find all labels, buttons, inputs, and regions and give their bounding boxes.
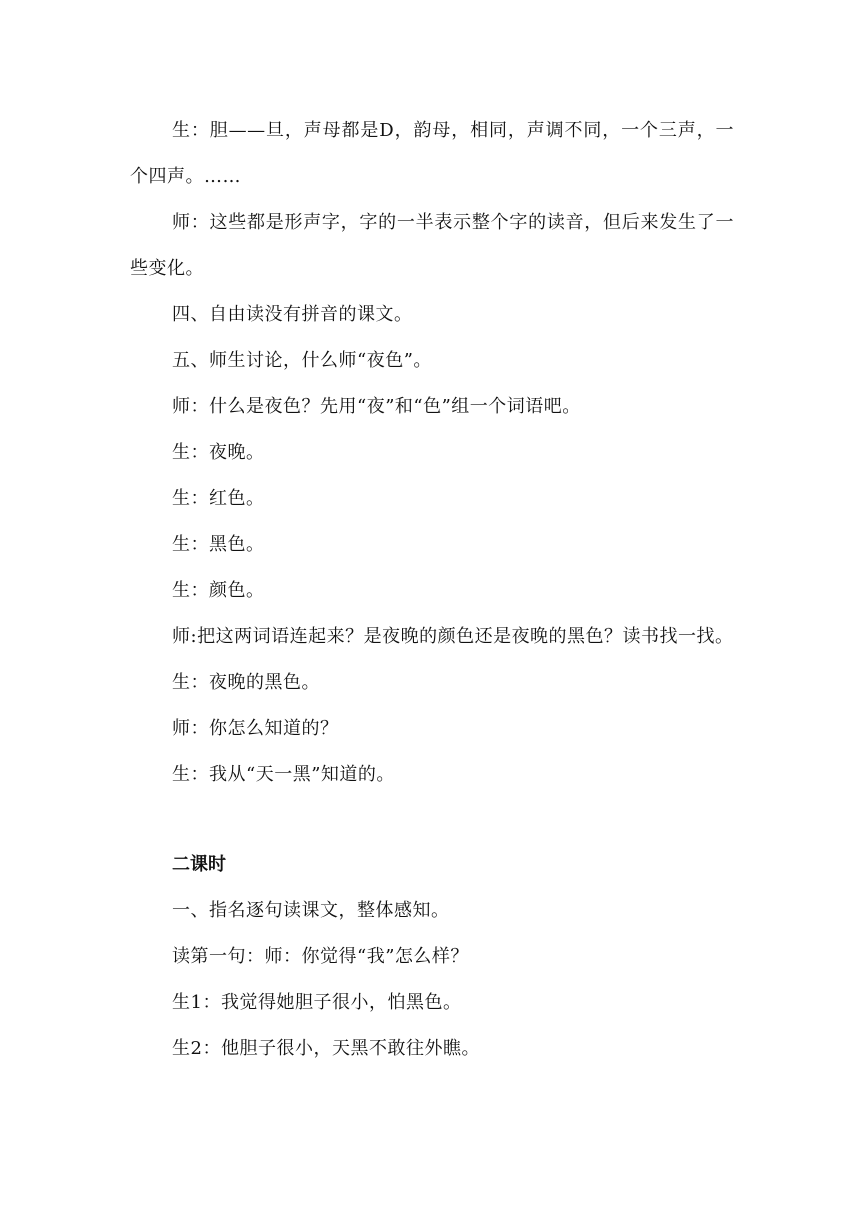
paragraph: 四、自由读没有拼音的课文。 <box>172 304 413 325</box>
paragraph: 师:把这两词语连起来？是夜晚的颜色还是夜晚的黑色？读书找一找。 <box>172 626 734 647</box>
paragraph: 生：夜晚的黑色。 <box>172 672 320 693</box>
section-spacer <box>130 798 734 842</box>
paragraph: 师：这些都是形声字，字的一半表示整个字的读音，但后来发生了一些变化。 <box>130 212 734 279</box>
paragraph: 一、指名逐句读课文，整体感知。 <box>172 900 450 921</box>
paragraph: 生：红色。 <box>172 488 265 509</box>
paragraph: 生：颜色。 <box>172 580 265 601</box>
paragraph: 生1：我觉得她胆子很小，怕黑色。 <box>172 992 462 1013</box>
paragraph: 生：黑色。 <box>172 534 265 555</box>
paragraph: 师：你怎么知道的？ <box>172 718 339 739</box>
paragraph: 生：夜晚。 <box>172 442 265 463</box>
section-heading: 二课时 <box>172 854 226 875</box>
paragraph: 五、师生讨论，什么师“夜色”。 <box>172 350 432 371</box>
paragraph: 生：胆——旦，声母都是D，韵母，相同，声调不同，一个三声，一个四声。…… <box>130 120 734 187</box>
document-body <box>130 108 734 1072</box>
paragraph: 读第一句：师：你觉得“我”怎么样？ <box>172 946 469 967</box>
paragraph: 师：什么是夜色？先用“夜”和“色”组一个词语吧。 <box>172 396 581 417</box>
paragraph: 生2：他胆子很小，天黑不敢往外瞧。 <box>172 1038 480 1059</box>
paragraph: 生：我从“天一黑”知道的。 <box>172 764 395 785</box>
